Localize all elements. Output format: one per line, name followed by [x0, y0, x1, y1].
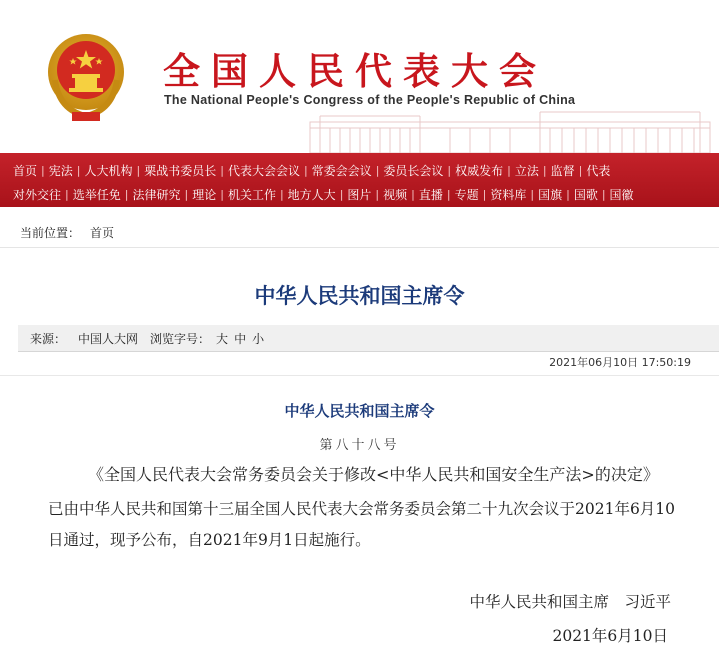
font-size-label: 浏览字号： — [150, 331, 211, 346]
nav-item[interactable]: 图片 — [347, 187, 372, 202]
nav-item[interactable]: 委员长会议 — [383, 163, 444, 178]
signature: 中华人民共和国主席 习近平 — [469, 593, 671, 611]
nav-separator: | — [601, 187, 606, 201]
site-title: 全国人民代表大会 — [163, 49, 547, 93]
nav-item[interactable]: 理论 — [192, 187, 217, 202]
font-size-large-button[interactable]: 大 — [216, 331, 229, 346]
datetime-divider — [0, 375, 719, 376]
nav-item[interactable]: 法律研究 — [132, 187, 181, 202]
breadcrumb-label: 当前位置： — [20, 226, 81, 240]
nav-separator: | — [65, 187, 69, 201]
nav-separator: | — [76, 163, 81, 177]
nav-separator: | — [339, 187, 344, 201]
nav-separator: | — [375, 163, 380, 177]
nav-item[interactable]: 资料库 — [490, 187, 527, 202]
nav-item[interactable]: 常委会会议 — [311, 163, 372, 178]
great-hall-illustration — [300, 102, 719, 153]
signature-date: 2021年6月10日 — [552, 627, 668, 645]
nav-separator: | — [136, 163, 141, 177]
national-emblem-icon[interactable] — [47, 30, 125, 125]
publish-datetime: 2021年06月10日 17:50:19 — [549, 356, 691, 369]
nav-separator: | — [566, 187, 570, 201]
nav-item[interactable]: 人大机构 — [84, 163, 133, 178]
nav-separator: | — [184, 187, 189, 201]
nav-item[interactable]: 首页 — [13, 163, 38, 178]
nav-item[interactable]: 国歌 — [573, 187, 598, 202]
nav-separator: | — [220, 163, 224, 177]
breadcrumb-home-link[interactable]: 首页 — [90, 226, 115, 240]
nav-item[interactable]: 国徽 — [609, 187, 634, 202]
nav-item[interactable]: 直播 — [418, 187, 443, 202]
nav-separator: | — [279, 187, 284, 201]
nav-separator: | — [375, 187, 380, 201]
nav-separator: | — [482, 187, 487, 201]
nav-item[interactable]: 权威发布 — [455, 163, 504, 178]
breadcrumb — [20, 224, 114, 241]
source-value: 中国人大网 — [78, 331, 139, 346]
nav-item[interactable]: 宪法 — [48, 163, 73, 178]
main-nav — [0, 153, 719, 207]
nav-item[interactable]: 视频 — [383, 187, 408, 202]
nav-separator: | — [447, 163, 452, 177]
decision-title-paragraph: 《全国人民代表大会常务委员会关于修改<中华人民共和国安全生产法>的决定》 — [88, 465, 659, 484]
nav-item[interactable]: 代表 — [586, 163, 611, 178]
nav-separator: | — [578, 163, 583, 177]
site-subtitle: The National People's Congress of the People's Republic of China — [164, 93, 576, 107]
font-size-medium-button[interactable]: 中 — [234, 331, 247, 346]
nav-item[interactable]: 机关工作 — [227, 187, 276, 202]
nav-row-1 — [13, 158, 719, 182]
nav-item[interactable]: 监督 — [550, 163, 575, 178]
nav-item[interactable]: 地方人大 — [287, 187, 336, 202]
nav-separator: | — [220, 187, 224, 201]
nav-separator: | — [446, 187, 451, 201]
nav-separator: | — [530, 187, 535, 201]
nav-item[interactable]: 国旗 — [538, 187, 563, 202]
nav-separator: | — [303, 163, 308, 177]
nav-item[interactable]: 栗战书委员长 — [144, 163, 217, 178]
order-heading: 中华人民共和国主席令 — [284, 402, 435, 420]
nav-item[interactable]: 对外交往 — [13, 187, 62, 202]
nav-item[interactable]: 选举任免 — [72, 187, 121, 202]
article-title: 中华人民共和国主席令 — [254, 283, 465, 308]
order-number: 第八十八号 — [319, 438, 400, 453]
nav-separator: | — [124, 187, 129, 201]
article-meta-bar — [18, 325, 719, 352]
body-paragraph: 已由中华人民共和国第十三届全国人民代表大会常务委员会第二十九次会议于2021年6月10日通过，现予公布，自2021年9月1日起施行。 — [48, 500, 676, 549]
nav-separator: | — [542, 163, 547, 177]
nav-item[interactable]: 专题 — [454, 187, 479, 202]
font-size-small-button[interactable]: 小 — [252, 331, 265, 346]
source-label: 来源： — [30, 331, 67, 346]
nav-item[interactable]: 立法 — [514, 163, 539, 178]
nav-separator: | — [507, 163, 511, 177]
nav-separator: | — [411, 187, 415, 201]
nav-item[interactable]: 代表大会会议 — [227, 163, 300, 178]
site-header — [0, 0, 719, 153]
nav-separator: | — [41, 163, 45, 177]
nav-row-2 — [13, 182, 719, 206]
breadcrumb-divider — [0, 247, 719, 248]
